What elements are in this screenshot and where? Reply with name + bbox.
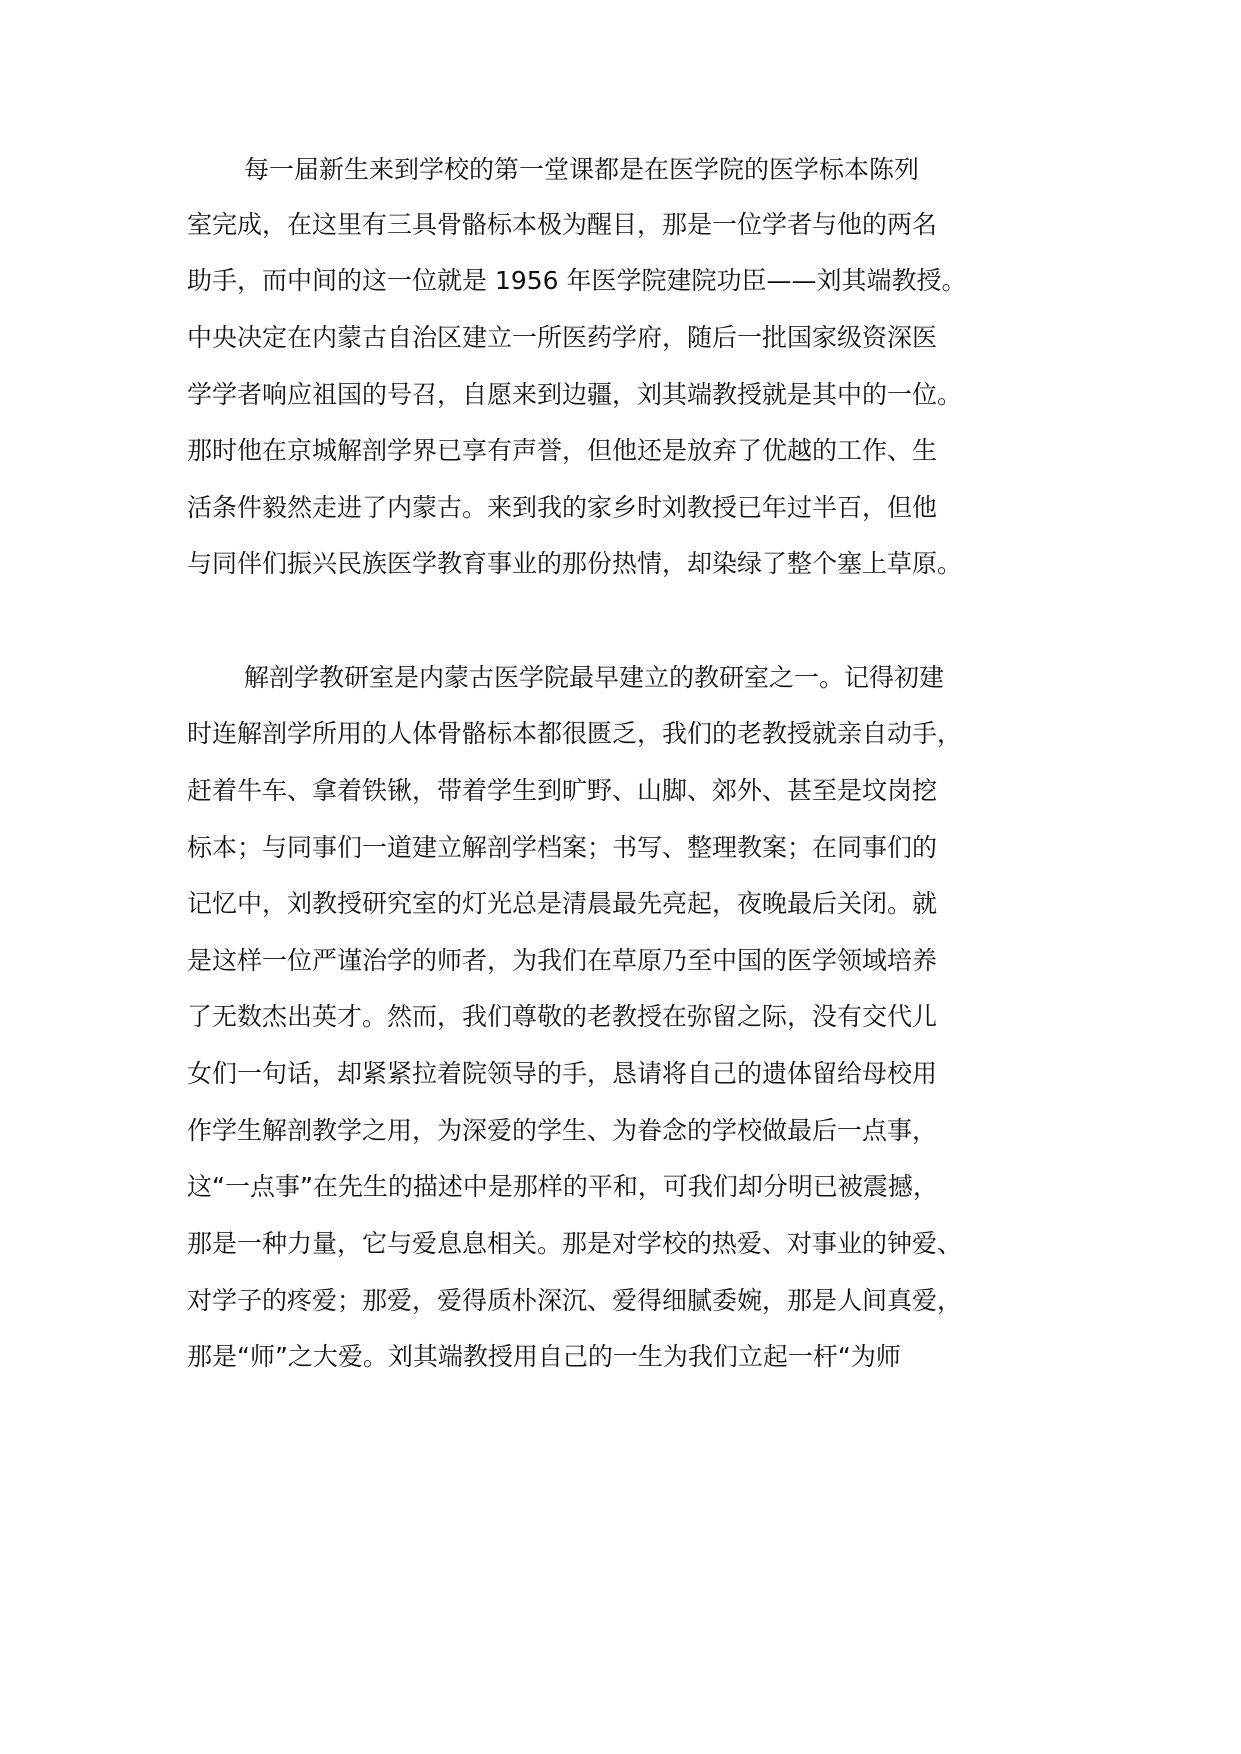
paragraph-line: 记忆中，刘教授研究室的灯光总是清晨最先亮起，夜晚最后关闭。就 xyxy=(187,889,938,918)
paragraph-line: 与同伴们振兴民族医学教育事业的那份热情，却染绿了整个塞上草原。 xyxy=(187,549,963,578)
paragraph-line: 那是一种力量，它与爱息息相关。那是对学校的热爱、对事业的钟爱、 xyxy=(187,1229,963,1258)
paragraph-line: 了无数杰出英才。然而，我们尊敬的老教授在弥留之际，没有交代儿 xyxy=(187,1002,938,1031)
paragraph-line: 每一届新生来到学校的第一堂课都是在医学院的医学标本陈列 xyxy=(244,155,920,184)
paragraph-line: 对学子的疼爱；那爱，爱得质朴深沉、爱得细腻委婉，那是人间真爱， xyxy=(187,1286,963,1315)
paragraph-line: 赶着牛车、拿着铁锹，带着学生到旷野、山脚、郊外、甚至是坟岗挖 xyxy=(187,776,938,805)
paragraph-line: 那时他在京城解剖学界已享有声誉，但他还是放弃了优越的工作、生 xyxy=(187,436,938,465)
paragraph-line: 中央决定在内蒙古自治区建立一所医药学府，随后一批国家级资深医 xyxy=(187,323,938,352)
paragraph-line: 这“一点事”在先生的描述中是那样的平和，可我们却分明已被震撼， xyxy=(187,1172,938,1201)
paragraph-line: 那是“师”之大爱。刘其端教授用自己的一生为我们立起一杆“为师 xyxy=(187,1342,901,1371)
paragraph-line: 活条件毅然走进了内蒙古。来到我的家乡时刘教授已年过半百，但他 xyxy=(187,493,938,522)
paragraph-line: 室完成，在这里有三具骨骼标本极为醒目，那是一位学者与他的两名 xyxy=(187,210,938,239)
paragraph-line: 学学者响应祖国的号召，自愿来到边疆，刘其端教授就是其中的一位。 xyxy=(187,380,963,409)
paragraph-line: 作学生解剖教学之用，为深爱的学生、为眷念的学校做最后一点事， xyxy=(187,1116,938,1145)
paragraph-line: 助手，而中间的这一位就是 1956 年医学院建院功臣——刘其端教授。 xyxy=(187,266,967,295)
paragraph-line: 标本；与同事们一道建立解剖学档案；书写、整理教案；在同事们的 xyxy=(187,833,938,862)
paragraph-line: 解剖学教研室是内蒙古医学院最早建立的教研室之一。记得初建 xyxy=(244,663,945,692)
paragraph-line: 是这样一位严谨治学的师者，为我们在草原乃至中国的医学领域培养 xyxy=(187,946,938,975)
paragraph-line: 时连解剖学所用的人体骨骼标本都很匮乏，我们的老教授就亲自动手， xyxy=(187,719,963,748)
paragraph-line: 女们一句话，却紧紧拉着院领导的手，恳请将自己的遗体留给母校用 xyxy=(187,1059,938,1088)
